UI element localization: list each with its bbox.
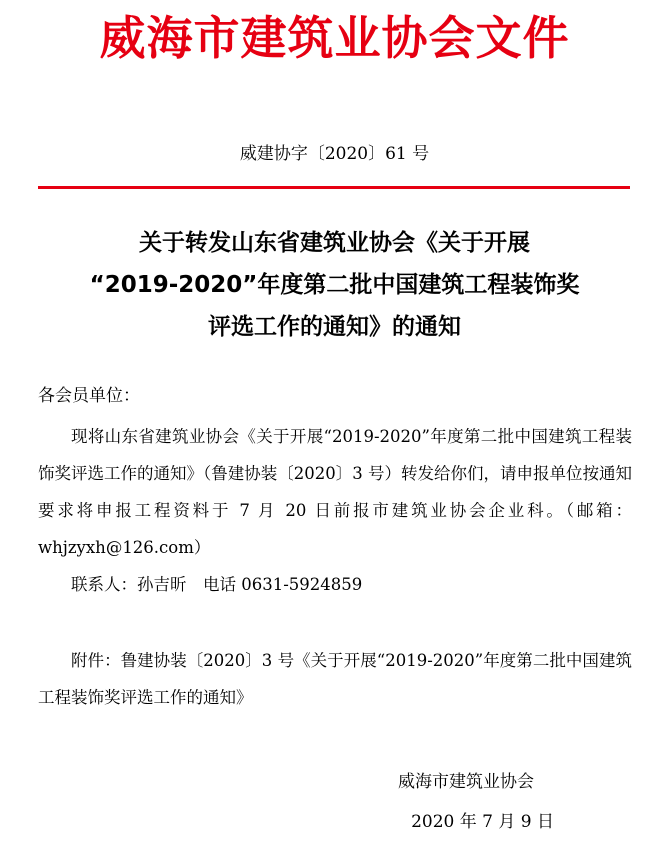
signature-organization: 威海市建筑业协会 xyxy=(398,772,534,792)
signature-date: 2020 年 7 月 9 日 xyxy=(411,812,554,832)
attachment-paragraph: 附件：鲁建协装〔2020〕3 号《关于开展“2019-2020”年度第二批中国建筑工程装饰奖评选工作的通知》 xyxy=(38,651,632,707)
signature-block xyxy=(0,762,554,842)
title-line-2: “2019-2020”年度第二批中国建筑工程装饰奖 xyxy=(89,272,580,298)
document-header: 威海市建筑业协会文件 xyxy=(99,11,570,65)
title-line-3: 评选工作的通知》的通知 xyxy=(208,314,461,340)
document-number: 威建协字〔2020〕61 号 xyxy=(239,144,430,164)
body-paragraph: 现将山东省建筑业协会《关于开展“2019-2020”年度第二批中国建筑工程装饰奖评选工作的通知》（鲁建协装〔2020〕3 号）转发给你们，请申报单位按通知要求将申报工程资料于 7 月 20 日前报市建筑业协会企业科。（邮箱：whjzyxh@126.com） xyxy=(38,427,632,557)
salutation: 各会员单位： xyxy=(38,386,140,406)
document-title xyxy=(20,222,649,348)
title-line-1: 关于转发山东省建筑业协会《关于开展 xyxy=(139,230,530,256)
contact-line: 联系人：孙吉昕 电话 0631-5924859 xyxy=(71,575,363,594)
red-divider-line xyxy=(38,186,630,189)
